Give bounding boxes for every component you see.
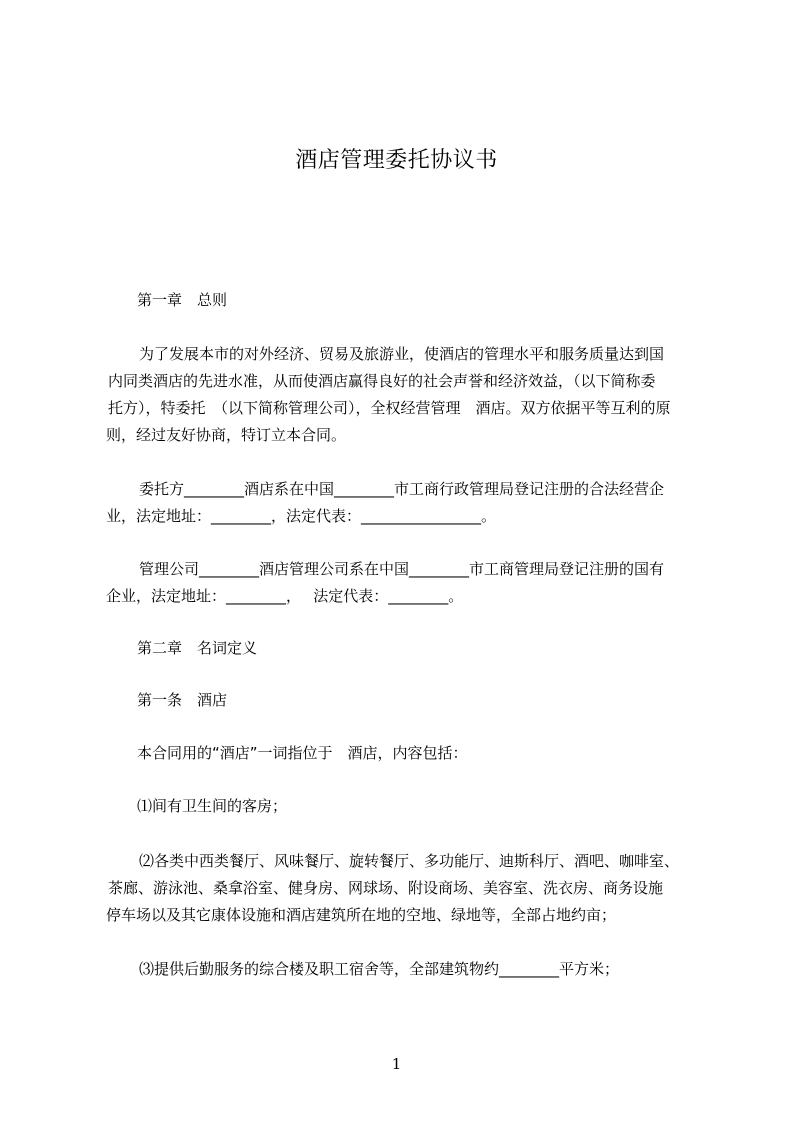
manager-paragraph-line-1: 管理公司________酒店管理公司系在中国________市工商管理局登记注册的国有 xyxy=(139,560,665,578)
list-item-2-line-1: ⑵各类中西类餐厅、风味餐厅、旋转餐厅、多功能厅、迪斯科厅、酒吧、咖啡室、 xyxy=(139,852,680,870)
list-item-2-line-3: 停车场以及其它康体设施和酒店建筑所在地的空地、绿地等，全部占地约亩； xyxy=(106,906,617,924)
intro-paragraph-line-4: 则，经过友好协商，特订立本合同。 xyxy=(106,426,347,444)
principal-paragraph-line-1: 委托方________酒店系在中国________市工商行政管理局登记注册的合法经营企 xyxy=(139,480,665,498)
list-item-1: ⑴间有卫生间的客房； xyxy=(137,797,288,815)
chapter-2-heading: 第二章 名词定义 xyxy=(137,639,258,657)
principal-paragraph-line-2: 业，法定地址：________，法定代表：________________。 xyxy=(106,507,497,525)
definition-intro: 本合同用的“酒店”一词指位于 酒店，内容包括： xyxy=(137,744,468,762)
intro-paragraph-line-2: 内同类酒店的先进水准，从而使酒店赢得良好的社会声誉和经济效益，（以下简称委 xyxy=(108,372,656,390)
chapter-1-heading: 第一章 总则 xyxy=(137,291,228,309)
article-1-heading: 第一条 酒店 xyxy=(137,691,228,709)
page-number: 1 xyxy=(391,1055,402,1073)
manager-paragraph-line-2: 企业，法定地址：________， 法定代表：________。 xyxy=(106,587,464,605)
list-item-2-line-2: 茶廊、游泳池、桑拿浴室、健身房、网球场、附设商场、美容室、洗衣房、商务设施 xyxy=(108,879,664,897)
document-title: 酒店管理委托协议书 xyxy=(295,148,498,173)
list-item-3: ⑶提供后勤服务的综合楼及职工宿舍等，全部建筑物约________平方米； xyxy=(139,960,620,978)
intro-paragraph-line-1: 为了发展本市的对外经济、贸易及旅游业，使酒店的管理水平和服务质量达到国 xyxy=(139,345,665,363)
intro-paragraph-line-3: 托方），特委托 （以下简称管理公司），全权经营管理 酒店。双方依据平等互利的原 xyxy=(108,399,671,417)
